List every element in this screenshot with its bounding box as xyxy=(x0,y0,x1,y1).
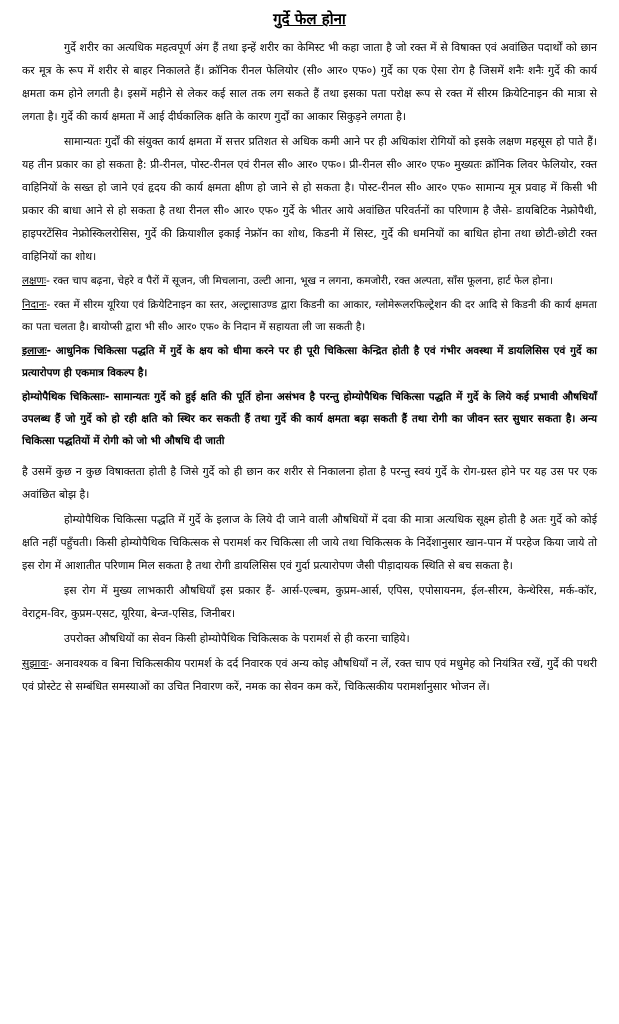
medicines-paragraph: इस रोग में मुख्य लाभकारी औषधियाँ इस प्रकार हैं- आर्स-एल्बम, कुप्रम-आर्स, एपिस, एपोसायनम, ईल-सीरम, केन्थेरिस, मर्क-कॉर, वेराट्रम-विर, कुप्रम-एसट, यूरिया, बेन्ज-एसिड, जिनीबर। xyxy=(22,584,597,620)
diagnosis-text: - रक्त में सीरम यूरिया एवं क्रियेटिनाइन का स्तर, अल्ट्रासाउण्ड द्वारा किडनी का आकार, ग्लोमेरूलरफिल्ट्रेशन की दर आदि से किडनी की कार्य क्षमता का पता चलता है। बायोप्सी द्वारा भी सी० आर० एफ० के निदान में सहायता ली जा सकती है। xyxy=(22,299,597,333)
symptoms-text: - रक्त चाप बढ़ना, चेहरे व पैरों में सूजन, जी मिचलाना, उल्टी आना, भूख न लगना, कमजोरी, रक्त अल्पता, साँस फूलना, हार्ट फेल होना। xyxy=(46,275,553,287)
types-paragraph: सामान्यतः गुर्दों की संयुक्त कार्य क्षमता में सत्तर प्रतिशत से अधिक कमी आने पर ही अधिकांश रोगियों को इसके लक्षण महसूस हो पाते हैं। यह तीन प्रकार का हो सकता है: प्री-रीनल, पोस्ट-रीनल एवं रीनल सी० आर० एफ०। प्री-रीनल सी० आर० एफ० मुख्यतः क्रॉनिक लिवर फेलियोर, रक्त वाहिनियों के सख्त हो जाने एवं हृदय की कार्य क्षमता क्षीण हो जाने से हो सकता है। पोस्ट-रीनल सी० आर० एफ० सामान्य मूत्र प्रवाह में किसी भी प्रकार की बाधा आने से हो सकता है तथा रीनल सी० आर० एफ० गुर्दे के भीतर आये अवांछित परिवर्तनों का परिणाम है जैसे- डायबिटिक नेफ्रोपैथी, हाइपरटेंसिव नेफ्रोस्किलरोसिस, गुर्दे की क्रियाशील इकाई नेफ्रॉन का शोथ, किडनी में सिस्ट, गुर्दे की धमनियों का बाधित होना तथा छोटी-छोटी रक्त वाहिनियों का शोथ। xyxy=(22,135,597,263)
diagnosis-section xyxy=(22,294,597,338)
advice-paragraph: उपरोक्त औषधियों का सेवन किसी होम्योपैथिक चिकित्सक के परामर्श से ही करना चाहिये। xyxy=(64,632,410,645)
homeopathy-section xyxy=(22,386,597,452)
treatment-section xyxy=(22,340,597,384)
suggestions-text: - अनावश्यक व बिना चिकित्सकीय परामर्श के दर्द निवारक एवं अन्य कोइ औषधियाँ न लें, रक्त चाप एवं मधुमेह को नियंत्रित रखें, गुर्दे की पथरी एवं प्रोस्टेट से सम्बंधित समस्याओं का उचित निवारण करें, नमक का सेवन कम करें, चिकित्सकीय परामर्शानुसार भोजन लें। xyxy=(22,657,597,693)
symptoms-section xyxy=(22,270,597,292)
intro-paragraph: गुर्दे शरीर का अत्यधिक महत्वपूर्ण अंग हैं तथा इन्हें शरीर का केमिस्ट भी कहा जाता है जो रक्त में से विषाक्त एवं अवांछित पदार्थों को छान कर मूत्र के रूप में शरीर से बाहर निकालते हैं। क्रॉनिक रीनल फेलियोर (सी० आर० एफ०) गुर्दे का एक ऐसा रोग है जिसमें शनैः शनैः गुर्दे की कार्य क्षमता कम होने लगती है। इसमें महीने से लेकर कई साल तक लग सकते हैं तथा इसका पता परोक्ष रूप से रक्त में सीरम क्रियेटिनाइन की मात्रा से लगता है। गुर्दे की कार्य क्षमता में आई दीर्घकालिक क्षति के कारण गुर्दों का आकार सिकुड़ने लगता है। xyxy=(22,41,597,123)
suggestions-section xyxy=(22,652,597,698)
suggestions-label: सुझावः xyxy=(22,657,49,670)
dosage-paragraph: होम्योपैथिक चिकित्सा पद्धति में गुर्दे के इलाज के लिये दी जाने वाली औषधियों में दवा की मात्रा अत्यधिक सूक्ष्म होती है अतः गुर्दे को कोई क्षति नहीं पहुँचती। किसी होम्योपैथिक चिकित्सक से परामर्श कर चिकित्सा ली जाये तथा चिकित्सक के निर्देशानुसार खान-पान में परहेज किया जाये तो इस रोग में आशातीत परिणाम मिल सकता है तथा रोगी डायलिसिस एवं गुर्दा प्रत्यारोपण जैसी पीड़ादायक स्थिति से बच सकता है। xyxy=(22,513,597,572)
homeopathy-text: - सामान्यतः गुर्दे को हुई क्षति की पूर्ति होना असंभव है परन्तु होम्योपैथिक चिकित्सा पद्धति में गुर्दे के लिये कई प्रभावी औषधियाँ उपलब्ध हैं जो गुर्दे को हो रही क्षति को स्थिर कर सकती हैं तथा गुर्दे की कार्य क्षमता बढ़ा सकती हैं तथा रोगी का जीवन स्तर सुधार सकता है। अन्य चिकित्सा पद्धतियों में रोगी को जो भी औषधि दी जाती xyxy=(22,391,597,447)
diagnosis-label: निदानः xyxy=(22,299,47,311)
page-title: गुर्दे फेल होना xyxy=(273,10,346,28)
homeopathy-label: होम्योपैथिक चिकित्साः xyxy=(22,391,105,403)
treatment-label: इलाजः xyxy=(22,345,47,357)
treatment-text: - आधुनिक चिकित्सा पद्धति में गुर्दे के क्षय को धीमा करने पर ही पूरी चिकित्सा केन्द्रित होती है एवं गंभीर अवस्था में डायलिसिस एवं गुर्दे का प्रत्यारोपण ही एकमात्र विकल्प है। xyxy=(22,345,597,379)
homeopathy-continued-paragraph: है उसमें कुछ न कुछ विषाक्तता होती है जिसे गुर्दे को ही छान कर शरीर से निकालना होता है परन्तु स्वयं गुर्दे के रोग-ग्रस्त होने पर यह उस पर एक अवांछित बोझ है। xyxy=(22,465,597,501)
symptoms-label: लक्षणः xyxy=(22,275,47,287)
